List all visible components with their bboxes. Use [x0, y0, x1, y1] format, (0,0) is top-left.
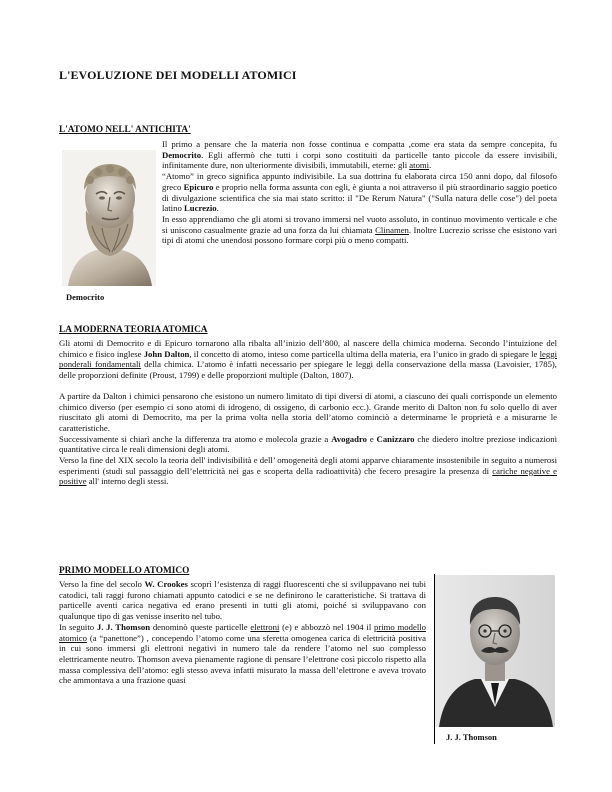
cariche-link: cariche negative e positive — [59, 465, 558, 487]
democritus-caption: Democrito — [66, 292, 105, 302]
thomson-portrait-image — [435, 575, 555, 727]
paragraph-democrito: Il primo a pensare che la materia non fosse continua e compatta ,come era stata da sempre concepita, fu Democrito. Egli affermò che tutti i corpi sono costituiti da particelle tanto piccole da essere invisibili, infinitamente dure, non ulteriormente divisibili, immutabili, eterne: gli atomi. — [162, 139, 557, 171]
document-title: L'EVOLUZIONE DEI MODELLI ATOMICI — [59, 68, 297, 82]
paragraph-thomson: In seguito J. J. Thomson denominò queste particelle elettroni (e) e abbozzò nel 1904 il primo modello atomico (a “panettone”) , concependo l’atomo come una sferetta omogenea carica di elettricità positiva in cui sono immersi gli elettroni negativi in numero tale da rendere l’atomo nel suo complesso elettricamente neutro. Thomson aveva pienamente ragione di pensare l’elettrone così piccolo rispetto alla massa complessiva dell’atomo: egli stesso aveva infatti misurato la massa dell’elettrone e aveva trovato che ammontava a una frazione quasi — [59, 621, 426, 686]
primo-modello-link: primo modello atomico — [59, 621, 426, 643]
section-heading-moderna: LA MODERNA TEORIA ATOMICA — [59, 325, 208, 335]
thomson-caption: J. J. Thomson — [446, 732, 497, 742]
paragraph-avogadro: Successivamente si chiarì anche la differenza tra atomo e molecola grazie a Avogadro e Canizzaro che diedero inoltre preziose indicazioni quantitative circa le reali dimensioni degli atomi. — [59, 433, 557, 455]
paragraph-dalton: Gli atomi di Democrito e di Epicuro tornarono alla ribalta all’inizio dell’800, al nascere della chimica moderna. Secondo l’intuizione del chimico e fisico inglese John Dalton, il concetto di atomo, inteso come particella ultima della materia, era l’unico in grado di spiegare le leggi ponderali fondamentali della chimica. L’atomo è infatti necessario per spiegare le leggi della conservazione della massa (Lavoisier, 1785), delle proporzioni definite (Proust, 1799) e delle proporzioni multiple (Dalton, 1807). — [59, 338, 558, 381]
paragraph-crookes: Verso la fine del secolo W. Crookes scoprì l’esistenza di raggi fluorescenti che si sviluppavano nei tubi catodici, tali raggi furono chiamati appunto catodici e se ne definirono le caratteristiche. Si trattava di particelle aventi carica negativa ed erano presenti in tutti gli atomi, poiché si sviluppavano con qualunque tipo di gas venisse inserito nel tubo. — [59, 579, 426, 622]
section-body-moderna — [59, 338, 557, 487]
section-body-primo-modello — [59, 579, 426, 686]
section-heading-antichita: L'ATOMO NELL' ANTICHITA' — [59, 125, 191, 135]
paragraph-cariche: Verso la fine del XIX secolo la teoria dell' indivisibilità e dell’ omogeneità degli atomi apparve chiaramente insostenibile in seguito a numerosi esperimenti (studi sul passaggio dell’elettricità nei gas e scoperta della radioattività) che fecero presagire la presenza di cariche negative e positive all' interno degli stessi. — [59, 455, 558, 487]
elettroni-link: elettroni — [250, 621, 280, 632]
clinamen-link: Clinamen — [375, 224, 409, 235]
paragraph-elementi: A partire da Dalton i chimici pensarono che esistono un numero limitato di tipi diversi di atomi, a ciascuno dei quali corrisponde un elemento chimico diverso (per esempio ci sono atomi di idrogeno, di ossigeno, di carbonio ecc.). Grande merito di Dalton non fu solo quello di aver riuscitato gli atomi di Democrito, ma per la prima volta nella storia dell’atomo cominciò a determinarne le proprietà e a misurarne le caratteristiche. — [59, 390, 557, 433]
image-float-spacer — [59, 139, 160, 292]
atomi-link: atomi — [409, 160, 430, 171]
section-heading-primo-modello: PRIMO MODELLO ATOMICO — [59, 566, 190, 576]
leggi-ponderali-link: leggi ponderali fondamentali — [59, 348, 558, 370]
paragraph-epicuro: “Atomo” in greco significa appunto indivisibile. La sua dottrina fu elaborata circa 150 anni dopo, dal filosofo greco Epicuro e proprio nella forma assunta con egli, è giunta a noi attraverso il più straordinario saggio poetico di divulgazione scientifica che sia mai stato scritto: il "De Rerum Natura" ("Sulla natura delle cose") del poeta latino Lucrezio. — [162, 171, 557, 214]
section-body-antichita — [59, 139, 557, 292]
paragraph-lucrezio: In esso apprendiamo che gli atomi si trovano immersi nel vuoto assoluto, in continuo movimento verticale e che si uniscono casualmente grazie ad una forza da lui chiamata Clinamen. Inoltre Lucrezio scrisse che esistono vari tipi di atomi che unendosi possono formare corpi più o meno compatti. — [162, 213, 557, 246]
